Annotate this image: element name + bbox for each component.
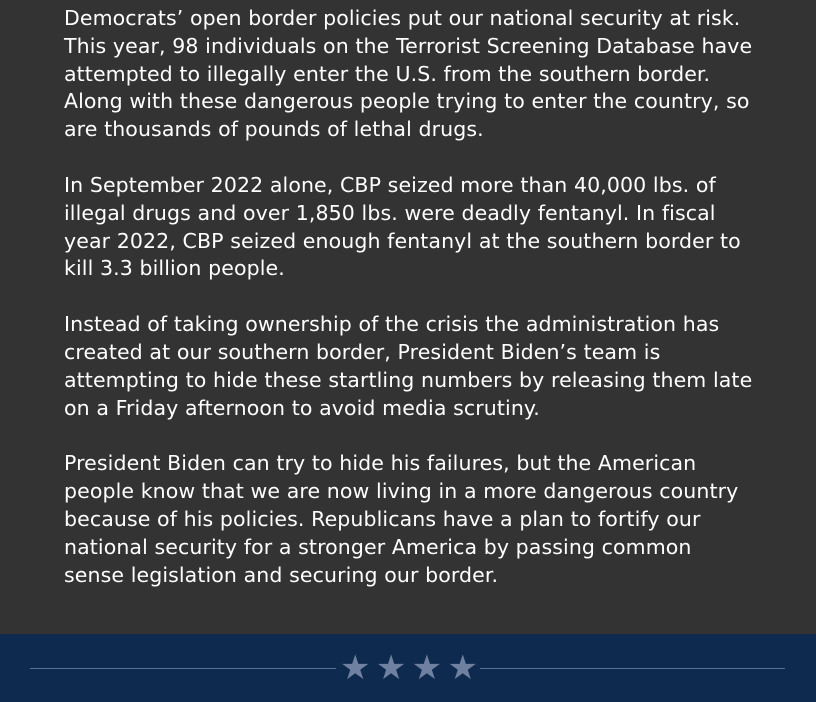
star-icon: ★	[340, 648, 371, 688]
footer-banner	[0, 634, 816, 702]
footer-stars	[340, 648, 478, 688]
star-icon: ★	[411, 648, 443, 688]
footer-divider-right	[480, 668, 785, 669]
article-paragraph: Instead of taking ownership of the crisis the administration has created at our southern border, President Biden’s team is attempting to hide these startling numbers by releasing them late on a Friday afternoon to avoid media scrutiny.	[64, 312, 753, 420]
article-paragraph: President Biden can try to hide his failures, but the American people know that we are now living in a more dangerous country because of his policies. Republicans have a plan to fortify our national security for a stronger America by passing common sense legislation and securing our border.	[64, 451, 739, 587]
star-icon: ★	[447, 648, 478, 688]
article-paragraph: Democrats’ open border policies put our national security at risk. This year, 98 individuals on the Terrorist Screening Database have attempted to illegally enter the U.S. from the southern border. Along with these dangerous people trying to enter the country, so are thousands of pounds of lethal drugs.	[64, 6, 753, 142]
article-body	[64, 5, 754, 617]
footer-divider-left	[30, 668, 336, 669]
star-icon: ★	[375, 648, 407, 688]
article-paragraph: In September 2022 alone, CBP seized more than 40,000 lbs. of illegal drugs and over 1,850 lbs. were deadly fentanyl. In fiscal year 2022, CBP seized enough fentanyl at the southern border to kill 3.3 billion people.	[64, 172, 741, 281]
